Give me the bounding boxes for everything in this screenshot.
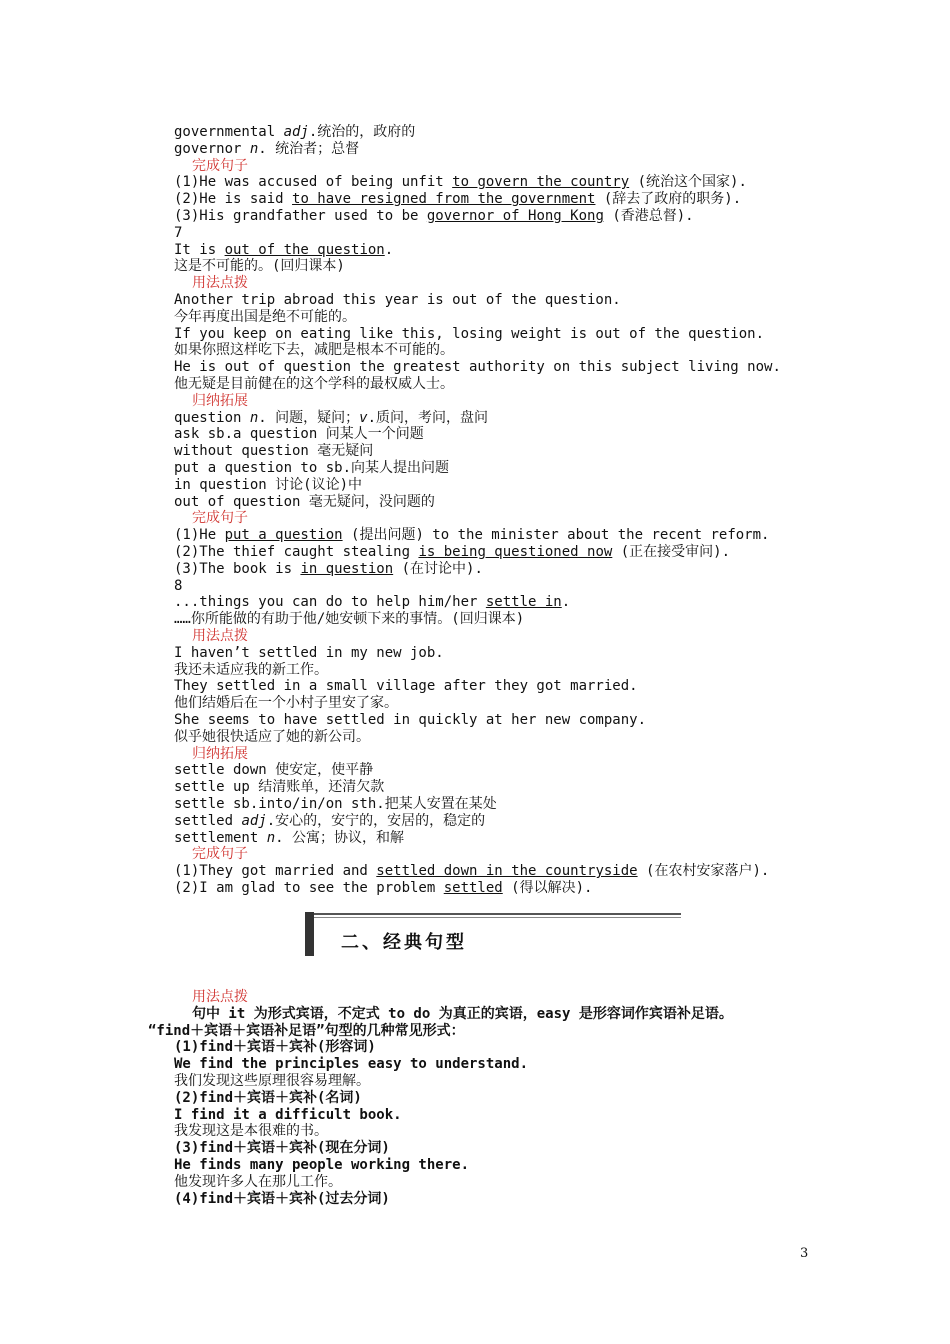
text-line — [174, 729, 370, 746]
text-line — [174, 880, 592, 897]
text-line — [174, 863, 769, 880]
line-text: settle down 使安定，使平静 — [174, 762, 374, 779]
section-label: 完成句子 — [192, 157, 248, 174]
section-header-bar — [305, 912, 314, 956]
line-text: He is out of question the greatest authority on this subject living now. — [174, 359, 781, 376]
text-line — [174, 1191, 390, 1208]
text-line — [174, 141, 359, 158]
text-line — [174, 578, 182, 595]
answer-blank: governor of Hong Kong — [426, 208, 604, 224]
text-line — [174, 1157, 469, 1174]
answer-blank: put a question — [224, 527, 343, 544]
section-header-rule — [314, 913, 681, 915]
line-text: We find the principles easy to understand. — [174, 1056, 529, 1073]
text-line — [174, 124, 415, 141]
answer-blank: settle in — [485, 594, 562, 611]
text-line — [174, 309, 356, 326]
text-line — [148, 1023, 465, 1040]
section-label: 归纳拓展 — [192, 745, 248, 762]
text-line — [174, 292, 621, 309]
line-text: without question 毫无疑问 — [174, 443, 374, 460]
line-text: (3)find＋宾语＋宾补(现在分词) — [174, 1140, 390, 1157]
text-line — [174, 1090, 362, 1107]
section-label: 完成句子 — [192, 510, 248, 527]
text-line — [174, 426, 424, 443]
text-line — [174, 611, 524, 628]
line-text: (4)find＋宾语＋宾补(过去分词) — [174, 1190, 390, 1207]
text-line — [174, 544, 730, 561]
text-line — [192, 1006, 733, 1023]
line-text: (提出问题) to the minister about the recent reform. — [342, 527, 770, 544]
text-line — [174, 695, 398, 712]
line-text: (统治这个国家). — [629, 174, 747, 191]
line-text: 他们结婚后在一个小村子里安了家。 — [174, 695, 398, 712]
section-label: 完成句子 — [192, 846, 248, 863]
text-line — [174, 561, 483, 578]
text-line — [174, 191, 741, 208]
line-text: (2)find＋宾语＋宾补(名词) — [174, 1089, 362, 1106]
text-line — [174, 326, 764, 343]
line-text: She seems to have settled in quickly at her new company. — [174, 712, 647, 728]
line-text: (1)He was accused of being unfit — [174, 174, 453, 191]
line-text: (2)He is said — [174, 191, 293, 208]
line-text: 他发现许多人在那儿工作。 — [174, 1173, 342, 1190]
text-line — [174, 779, 384, 796]
answer-blank: in question — [300, 560, 394, 577]
line-text: (正在接受审问). — [612, 544, 731, 560]
line-text: (在讨论中). — [393, 560, 483, 577]
line-text: They settled in a small village after they got married. — [174, 678, 638, 695]
line-text: 8 — [174, 577, 183, 594]
answer-blank: to govern the country — [452, 174, 630, 191]
line-text: 句中 it 为形式宾语，不定式 to do 为真正的宾语，easy 是形容词作宾语补足语。 — [192, 1005, 733, 1022]
line-text: governmental — [174, 124, 284, 140]
line-text: 我还未适应我的新工作。 — [174, 661, 328, 678]
text-line — [174, 174, 747, 191]
text-line — [174, 225, 182, 242]
part-of-speech: n — [249, 140, 259, 157]
text-line — [174, 678, 638, 695]
text-line — [174, 712, 646, 729]
text-line — [174, 242, 393, 259]
part-of-speech: adj — [283, 124, 309, 140]
text-line — [174, 1140, 390, 1157]
line-text: ……你所能做的有助于他/她安顿下来的事情。(回归课本) — [174, 611, 525, 628]
text-line — [174, 796, 497, 813]
text-line — [174, 1056, 528, 1073]
text-line — [174, 1123, 328, 1140]
part-of-speech: n — [266, 829, 276, 846]
line-text: settled — [174, 812, 242, 829]
line-text: “find＋宾语＋宾语补足语”句型的几种常见形式： — [148, 1022, 465, 1039]
section-header-rule-thin — [314, 917, 681, 918]
text-line — [174, 342, 454, 359]
line-text: settlement — [174, 829, 267, 846]
line-text: . 统治者；总督 — [258, 140, 360, 157]
section-label: 用法点拨 — [192, 628, 248, 644]
line-text: (在农村安家落户). — [637, 863, 770, 880]
line-text: 今年再度出国是绝不可能的。 — [174, 308, 356, 325]
line-text: 我们发现这些原理很容易理解。 — [174, 1073, 370, 1089]
text-line — [174, 359, 781, 376]
text-line — [174, 830, 404, 847]
answer-blank: settled down in the countryside — [376, 863, 638, 880]
line-text: put a question to sb.向某人提出问题 — [174, 460, 450, 476]
line-text: (1)They got married and — [174, 863, 377, 880]
text-line — [174, 208, 694, 225]
section-title: 二、经典句型 — [341, 932, 467, 953]
line-text: (1)find＋宾语＋宾补(形容词) — [174, 1039, 376, 1056]
answer-blank: is being questioned now — [418, 544, 613, 560]
section-label: 用法点拨 — [192, 989, 248, 1005]
line-text: If you keep on eating like this, losing weight is out of the question. — [174, 325, 765, 342]
line-text: governor — [174, 140, 250, 157]
line-text: . — [561, 594, 571, 611]
text-line — [174, 1039, 376, 1056]
line-text: question — [174, 409, 250, 426]
line-text: (辞去了政府的职务). — [595, 191, 742, 208]
line-text: It is — [174, 241, 225, 258]
line-text: .统治的，政府的 — [308, 124, 416, 140]
text-line — [174, 477, 362, 494]
line-text: . 公寓；协议，和解 — [275, 829, 405, 846]
line-text: settle up 结清账单，还清欠款 — [174, 779, 385, 796]
section-header — [305, 912, 681, 956]
text-line — [174, 813, 485, 830]
line-text: (得以解决). — [502, 880, 593, 896]
page-number: 3 — [800, 1246, 809, 1261]
line-text: Another trip abroad this year is out of the question. — [174, 292, 621, 308]
line-text: in question 讨论(议论)中 — [174, 476, 363, 493]
line-text: I haven’t settled in my new job. — [174, 644, 444, 661]
line-text: I find it a difficult book. — [174, 1106, 402, 1123]
answer-blank: out of the question — [224, 241, 385, 258]
text-line — [174, 1107, 402, 1124]
text-line — [174, 410, 488, 427]
answer-blank: settled — [443, 880, 503, 896]
text-line — [174, 258, 345, 275]
part-of-speech: n — [249, 409, 259, 426]
section-label: 用法点拨 — [192, 275, 248, 292]
line-text: 似乎她很快适应了她的新公司。 — [174, 728, 370, 745]
text-line — [174, 645, 444, 662]
text-line — [174, 443, 373, 460]
part-of-speech: adj — [241, 812, 267, 829]
line-text: 如果你照这样吃下去，减肥是根本不可能的。 — [174, 342, 454, 359]
line-text: He finds many people working there. — [174, 1157, 470, 1173]
text-line — [174, 527, 769, 544]
section-label: 归纳拓展 — [192, 392, 248, 409]
text-line — [174, 376, 454, 393]
line-text: 这是不可能的。(回归课本) — [174, 258, 345, 275]
answer-blank: to have resigned from the government — [292, 191, 596, 208]
line-text: . 问题，疑问； — [258, 409, 360, 426]
text-line — [174, 1174, 342, 1191]
line-text: 7 — [174, 224, 183, 241]
line-text: 我发现这是本很难的书。 — [174, 1123, 328, 1140]
line-text: 他无疑是目前健在的这个学科的最权威人士。 — [174, 376, 454, 392]
line-text: .安心的，安宁的，安居的，稳定的 — [266, 812, 486, 829]
text-line — [174, 594, 570, 611]
text-line — [174, 762, 373, 779]
line-text: (香港总督). — [603, 208, 694, 224]
part-of-speech: v — [359, 409, 368, 426]
text-line — [174, 1073, 370, 1090]
line-text: (3)His grandfather used to be — [174, 208, 427, 224]
line-text: (2)The thief caught stealing — [174, 544, 419, 560]
line-text: .质问，考问，盘问 — [367, 409, 489, 426]
line-text: ...things you can do to help him/her — [174, 594, 486, 611]
line-text: (3)The book is — [174, 560, 301, 577]
line-text: (2)I am glad to see the problem — [174, 880, 444, 896]
text-line — [174, 494, 435, 511]
line-text: (1)He — [174, 527, 225, 544]
line-text: settle sb.into/in/on sth.把某人安置在某处 — [174, 796, 497, 812]
text-line — [174, 460, 449, 477]
text-line — [174, 662, 328, 679]
line-text: out of question 毫无疑问，没问题的 — [174, 493, 435, 510]
line-text: . — [384, 241, 394, 258]
line-text: ask sb.a question 问某人一个问题 — [174, 426, 424, 443]
